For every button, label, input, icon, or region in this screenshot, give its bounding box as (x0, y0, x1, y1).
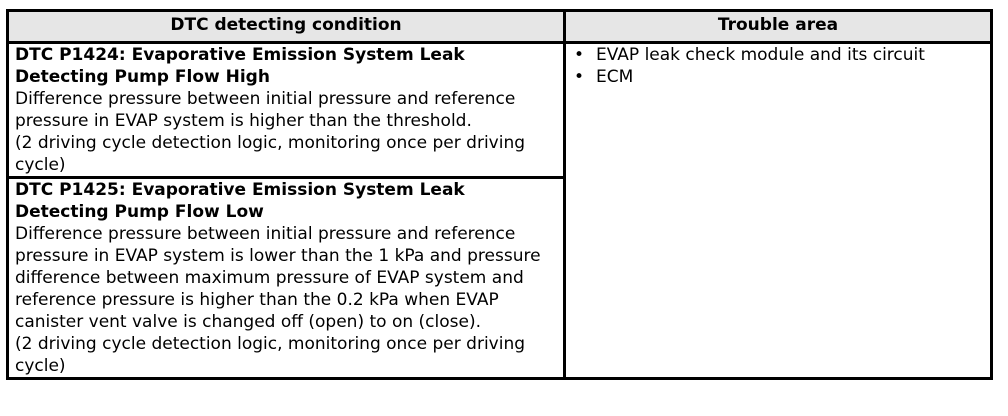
header-row (8, 11, 992, 43)
header-trouble-area: Trouble area (565, 11, 992, 43)
dtc-table (6, 9, 993, 380)
condition-text-p1425: Difference pressure between initial pressure and reference pressure in EVAP system is lower than the 1 kPa and pressure difference between maximum pressure of EVAP system and reference pressure is higher than the 0.2 kPa when EVAP canister vent valve is changed off (open) to on (close). (15, 224, 541, 332)
header-detecting-condition: DTC detecting condition (8, 11, 565, 43)
condition-cell-p1424 (8, 43, 565, 178)
list-item (572, 44, 984, 66)
trouble-area-list (572, 44, 984, 88)
condition-text-p1424: Difference pressure between initial pressure and reference pressure in EVAP system is higher than the threshold. (15, 89, 516, 131)
list-item (572, 66, 984, 88)
dtc-title-p1425: DTC P1425: Evaporative Emission System Leak Detecting Pump Flow Low (15, 180, 465, 222)
trouble-area-item: EVAP leak check module and its circuit (596, 45, 925, 65)
trouble-area-cell (565, 43, 992, 379)
detection-logic-p1425: (2 driving cycle detection logic, monitoring once per driving cycle) (15, 334, 526, 376)
detection-logic-p1424: (2 driving cycle detection logic, monitoring once per driving cycle) (15, 133, 526, 175)
dtc-title-p1424: DTC P1424: Evaporative Emission System Leak Detecting Pump Flow High (15, 45, 465, 87)
trouble-area-item: ECM (596, 67, 634, 87)
bullet-icon: • (574, 67, 585, 87)
bullet-icon: • (574, 45, 585, 65)
table-row-p1424 (8, 43, 992, 178)
condition-cell-p1425 (8, 178, 565, 379)
